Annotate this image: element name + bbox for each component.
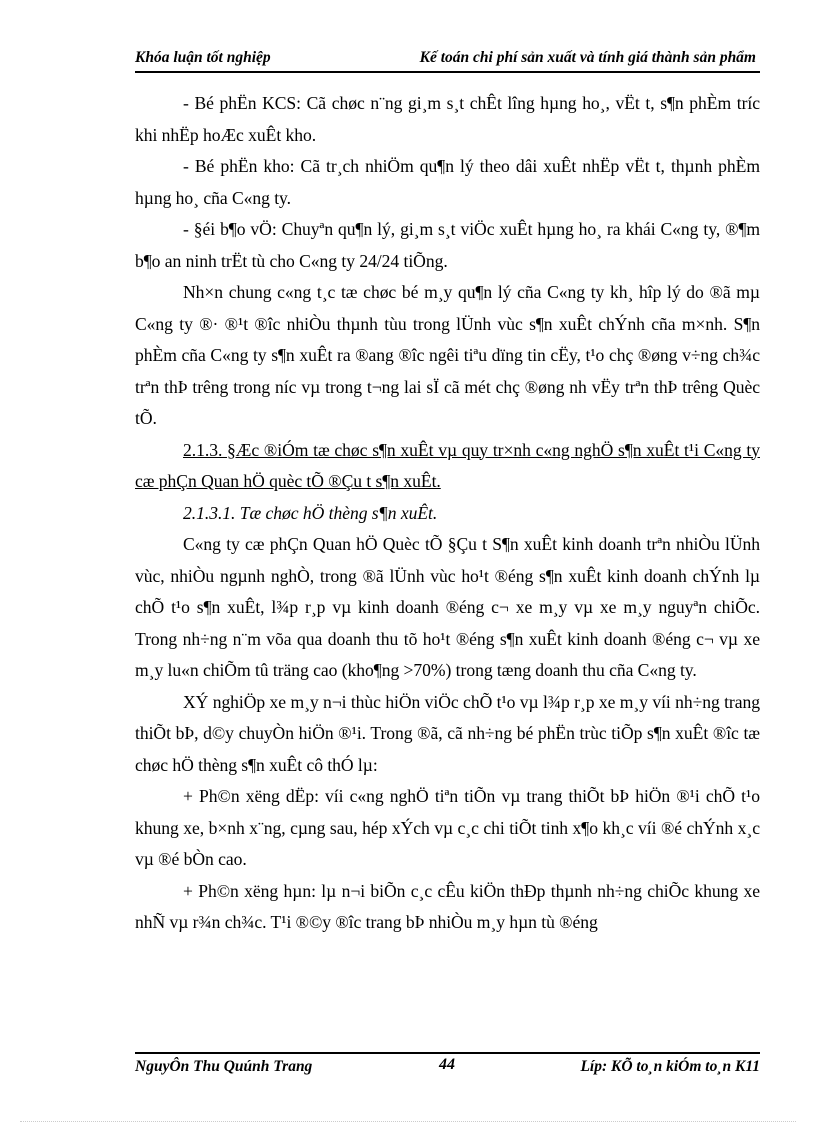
body-paragraph: + Ph©n xëng dËp: víi c«ng nghÖ tiªn tiÕn vµ trang thiÕt bÞ hiÖn ®¹i chÕ t¹o khung xe, b×nh x¨ng, cµng sau, hép xÝch vµ c¸c chi tiÕt tinh x¶o kh¸c víi ®é chÝnh x¸c vµ ®é bÒn cao.: [135, 786, 760, 869]
body-paragraph: XÝ nghiÖp xe m¸y n¬i thùc hiÖn viÖc chÕ t¹o vµ l¾p r¸p xe m¸y víi nh÷ng trang thiÕt bÞ, d©y chuyÒn hiÖn ®¹i. Trong ®ã, cã nh÷ng bé phËn trùc tiÕp s¶n xuÊt ®îc tæ chøc hÖ thèng s¶n xuÊt cô thÓ lµ:: [135, 691, 760, 775]
footer-author: NguyÔn Thu Quúnh Trang: [135, 1058, 313, 1075]
footer-class: Líp: KÕ to¸n kiÓm to¸n K11: [580, 1058, 760, 1075]
section-heading-2-1-3: 2.1.3. §Æc ®iÓm tæ chøc s¶n xuÊt vµ quy tr×nh c«ng nghÖ s¶n xuÊt t¹i C«ng ty cæ phÇn Quan hÖ quèc tÕ ®Çu t s¶n xuÊt.: [135, 439, 760, 491]
page-number: 44: [439, 1056, 455, 1073]
body-paragraph: - Bé phËn KCS: Cã chøc n¨ng gi¸m s¸t chÊt lîng hµng ho¸, vËt t, s¶n phÈm tríc khi nhËp hoÆc xuÊt kho.: [135, 93, 760, 145]
subsection-heading-2-1-3-1: 2.1.3.1. Tæ chøc hÖ thèng s¶n xuÊt.: [183, 502, 438, 523]
body-paragraph: + Ph©n xëng hµn: lµ n¬i biÕn c¸c cÊu kiÖn thÐp thµnh nh÷ng chiÕc khung xe nhÑ vµ r¾n ch¾c. T¹i ®©y ®îc trang bÞ nhiÒu m¸y hµn tù ®éng: [135, 880, 760, 932]
header-thesis-label: Khóa luận tốt nghiệp: [135, 49, 271, 66]
page-footer: [135, 1052, 760, 1081]
body-paragraph: C«ng ty cæ phÇn Quan hÖ Quèc tÕ §Çu t S¶n xuÊt kinh doanh trªn nhiÒu lÜnh vùc, nhiÒu ngµnh nghÒ, trong ®ã lÜnh vùc ho¹t ®éng s¶n xuÊt kinh doanh chÝnh lµ chÕ t¹o s¶n xuÊt, l¾p r¸p vµ kinh doanh ®éng c¬ xe m¸y vµ xe m¸y nguyªn chiÕc. Trong nh÷ng n¨m võa qua doanh thu tõ ho¹t ®éng s¶n xuÊt kinh doanh ®éng c¬ vµ xe m¸y lu«n chiÕm tû träng cao (kho¶ng >70%) trong tæng doanh thu cña C«ng ty.: [135, 534, 760, 680]
body-paragraph: - Bé phËn kho: Cã tr¸ch nhiÖm qu¶n lý theo dâi xuÊt nhËp vËt t, thµnh phÈm hµng ho¸ cña C«ng ty.: [135, 156, 760, 208]
header-thesis-title: Kế toán chi phí sản xuất và tính giá thành sản phẩm: [419, 49, 756, 66]
page-bottom-divider: [20, 1121, 796, 1122]
page-header: [135, 47, 760, 73]
page-body: [135, 88, 760, 939]
body-paragraph: Nh×n chung c«ng t¸c tæ chøc bé m¸y qu¶n lý cña C«ng ty kh¸ hîp lý do ®ã mµ C«ng ty ®· ®¹t ®îc nhiÒu thµnh tùu trong lÜnh vùc s¶n xuÊt chÝnh cña m×nh. S¶n phÈm cña C«ng ty s¶n xuÊt ra ®ang ®îc ngêi tiªu dïng tin cËy, t¹o chç ®øng v÷ng ch¾c trªn thÞ trêng trong níc vµ trong t¬ng lai sÏ cã mét chç ®øng nh vËy trªn thÞ trêng Quèc tÕ.: [135, 282, 760, 428]
body-paragraph: - §éi b¶o vÖ: Chuyªn qu¶n lý, gi¸m s¸t viÖc xuÊt hµng ho¸ ra khái C«ng ty, ®¶m b¶o an ninh trËt tù cho C«ng ty 24/24 tiÕng.: [135, 219, 760, 271]
